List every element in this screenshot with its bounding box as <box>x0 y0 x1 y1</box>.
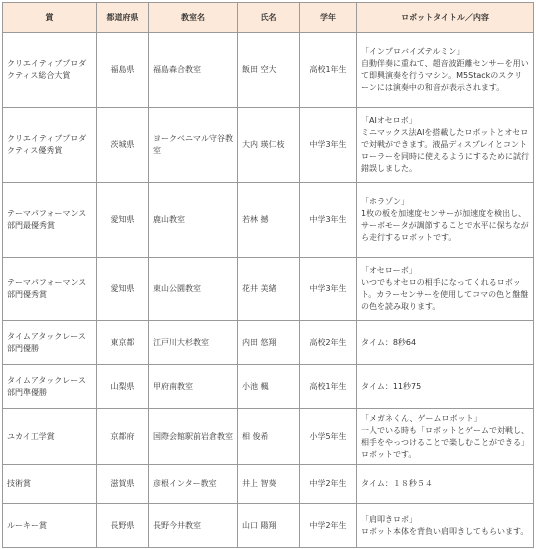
content-cell <box>357 409 534 465</box>
robot-description: タイム：１８秒５４ <box>361 479 433 488</box>
award-cell: クリエイティブプロダクティス総合大賞 <box>3 33 97 108</box>
robot-description: いつでもオセロの相手になってくれるロボット。カラーセンサーを使用してコマの色と盤盤の色を読み取ります。 <box>361 278 529 311</box>
student-name-cell: 大内 瑛仁枝 <box>238 108 300 183</box>
content-cell <box>357 321 534 365</box>
header-prefecture: 都道府県 <box>97 3 149 33</box>
table-row <box>3 258 534 321</box>
table-row <box>3 365 534 409</box>
prefecture-cell: 福島県 <box>97 33 149 108</box>
robot-description: タイム：11秒75 <box>361 381 422 391</box>
table-header <box>3 3 534 33</box>
classroom-cell: 江戸川大杉教室 <box>149 321 238 365</box>
grade-cell: 高校1年生 <box>300 33 357 108</box>
prefecture-cell: 愛知県 <box>97 183 149 258</box>
content-cell <box>357 365 534 409</box>
award-cell: ユカイ工学賞 <box>3 409 97 465</box>
prefecture-cell: 東京都 <box>97 321 149 365</box>
content-cell <box>357 504 534 548</box>
content-cell <box>357 465 534 504</box>
classroom-cell: 福島森合教室 <box>149 33 238 108</box>
classroom-cell: 東山公園教室 <box>149 258 238 321</box>
table-body <box>3 33 534 548</box>
header-grade: 学年 <box>300 3 357 33</box>
student-name-cell: 小池 楓 <box>238 365 300 409</box>
awards-table <box>2 2 534 548</box>
grade-cell: 小学5年生 <box>300 409 357 465</box>
table-row <box>3 183 534 258</box>
classroom-cell: 鹿山教室 <box>149 183 238 258</box>
award-cell: テーマパフォーマンス部門優秀賞 <box>3 258 97 321</box>
award-cell: 技術賞 <box>3 465 97 504</box>
table-row <box>3 108 534 183</box>
grade-cell: 中学3年生 <box>300 108 357 183</box>
header-content: ロボットタイトル／内容 <box>357 3 534 33</box>
robot-description: 一人でいる時も「ロボットとゲームで対戦し、相手をやっつけることで楽しむことができる」ロボットです。 <box>361 425 529 459</box>
student-name-cell: 井上 智葵 <box>238 465 300 504</box>
grade-cell: 中学3年生 <box>300 258 357 321</box>
robot-description: ロボット本体を背負い肩叩きしてもらいます。 <box>361 526 529 536</box>
award-cell: クリエイティブプロダクティス優秀賞 <box>3 108 97 183</box>
robot-title: 「インプロバイズテルミン」 <box>361 47 465 56</box>
prefecture-cell: 愛知県 <box>97 258 149 321</box>
prefecture-cell: 茨城県 <box>97 108 149 183</box>
award-cell: ルーキー賞 <box>3 504 97 548</box>
grade-cell: 高校2年生 <box>300 321 357 365</box>
award-cell: テーマパフォーマンス部門最優秀賞 <box>3 183 97 258</box>
student-name-cell: 山口 陽翔 <box>238 504 300 548</box>
content-cell <box>357 183 534 258</box>
prefecture-cell: 長野県 <box>97 504 149 548</box>
classroom-cell: 甲府南教室 <box>149 365 238 409</box>
grade-cell: 高校1年生 <box>300 365 357 409</box>
student-name-cell: 相 俊希 <box>238 409 300 465</box>
content-cell <box>357 258 534 321</box>
table-row <box>3 465 534 504</box>
header-classroom: 教室名 <box>149 3 238 33</box>
prefecture-cell: 山梨県 <box>97 365 149 409</box>
classroom-cell: 長野今井教室 <box>149 504 238 548</box>
award-cell: タイムアタックレース部門優勝 <box>3 321 97 365</box>
student-name-cell: 若林 撼 <box>238 183 300 258</box>
classroom-cell: ヨークベニマル守谷教室 <box>149 108 238 183</box>
header-name: 氏名 <box>238 3 300 33</box>
student-name-cell: 内田 悠翔 <box>238 321 300 365</box>
prefecture-cell: 京都府 <box>97 409 149 465</box>
table-row <box>3 33 534 108</box>
robot-description: 1枚の板を加速度センサーが加速度を検出し、サーボモータが調節することで水平に保ちながら走行するロボットです。 <box>361 209 529 242</box>
table-row <box>3 504 534 548</box>
content-cell <box>357 108 534 183</box>
robot-description: ミニマックス法AIを搭載したロボットとオセロで対戦ができます。液晶ディスプレイとコントローラーを同時に使えるようにするために試行錯誤しました。 <box>361 128 529 173</box>
grade-cell: 中学3年生 <box>300 183 357 258</box>
student-name-cell: 花井 美緒 <box>238 258 300 321</box>
robot-description: タイム：8秒64 <box>361 337 417 347</box>
robot-title: 「肩叩きロボ」 <box>361 514 417 524</box>
header-award: 賞 <box>3 3 97 33</box>
header-row <box>3 3 534 33</box>
award-cell: タイムアタックレース部門準優勝 <box>3 365 97 409</box>
robot-title: 「AIオセロボ」 <box>361 116 417 125</box>
robot-title: 「オセローボ」 <box>361 266 417 275</box>
robot-title: 「メガネくん、ゲームロボット」 <box>361 413 482 423</box>
robot-title: 「ホラゾン」 <box>361 197 409 206</box>
table-row <box>3 409 534 465</box>
classroom-cell: 彦根インター教室 <box>149 465 238 504</box>
robot-description: 自動伴奏に重ねて、超音波距離センサーを用いて即興演奏を行うマシン。M5Stackのスクリーンには演奏中の和音が表示されます。 <box>361 59 529 92</box>
content-cell <box>357 33 534 108</box>
table-row <box>3 321 534 365</box>
classroom-cell: 国際会館駅前岩倉教室 <box>149 409 238 465</box>
prefecture-cell: 滋賀県 <box>97 465 149 504</box>
grade-cell: 中学2年生 <box>300 504 357 548</box>
student-name-cell: 飯田 空大 <box>238 33 300 108</box>
grade-cell: 中学2年生 <box>300 465 357 504</box>
